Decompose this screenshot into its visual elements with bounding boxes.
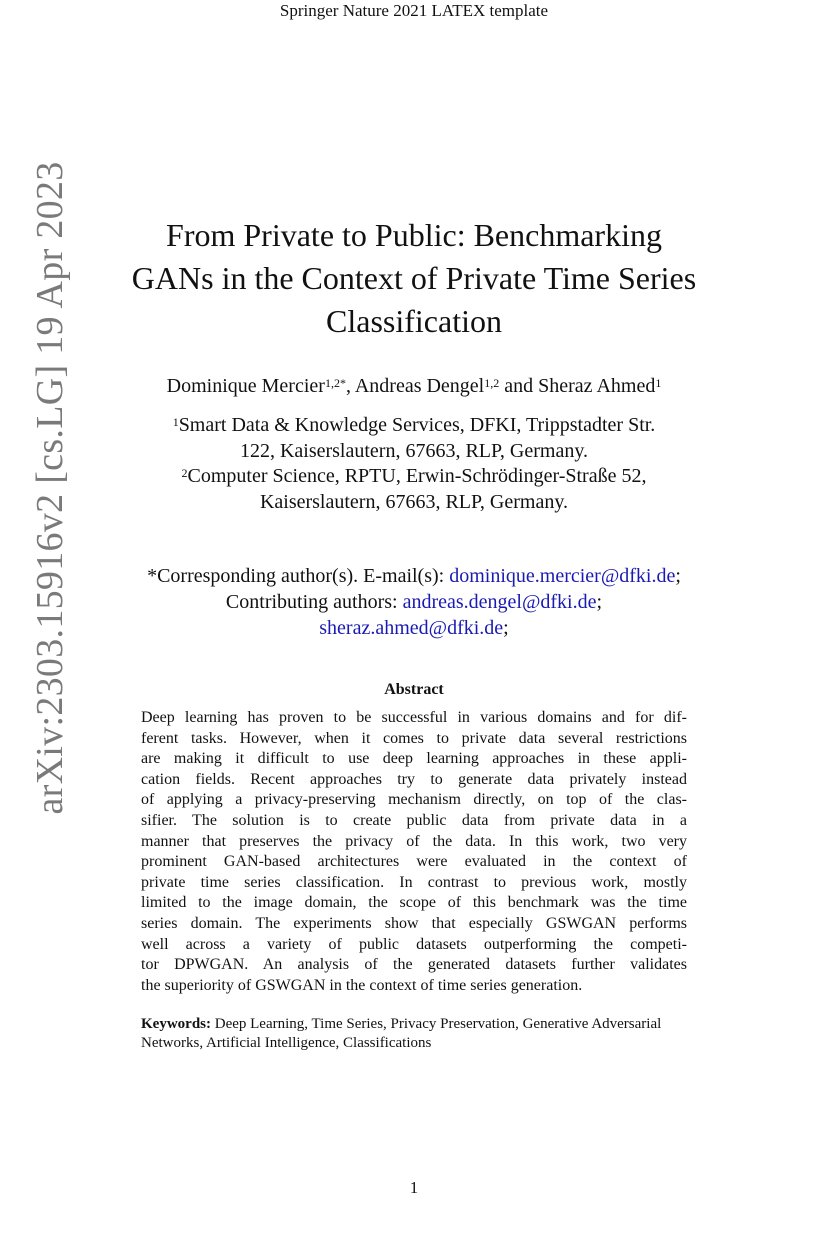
running-head: Springer Nature 2021 LATEX template — [279, 1, 549, 20]
corresponding-email-link[interactable]: dominique.mercier@dfki.de — [449, 565, 676, 587]
corresponding-author-line — [60, 563, 768, 589]
abstract-line: Deep learning has proven to be successful in various domains and for dif- — [141, 709, 687, 726]
abstract-line: limited to the image domain, the scope of this benchmark was the time — [141, 894, 687, 912]
abstract-line: sifier. The solution is to create public data from private data in a — [141, 811, 687, 829]
abstract-line: ferent tasks. However, when it comes to private data several restrictions — [141, 729, 687, 747]
corresponding-label: *Corresponding author(s). E-mail(s): — [147, 565, 450, 587]
contributing-label: Contributing authors: — [225, 591, 403, 613]
contributing-authors-line — [60, 615, 768, 641]
keywords-text: Deep Learning, Time Series, Privacy Preservation, Generative Adversarial Networks, Artificial Intelligence, Classifications — [141, 1016, 662, 1051]
affiliations — [80, 413, 748, 515]
paper-title — [100, 214, 728, 343]
keywords-label: Keywords: — [141, 1016, 211, 1032]
author-separator: and — [499, 375, 539, 397]
abstract-line: manner that preserves the privacy of the data. In this work, two very — [141, 832, 687, 850]
contact-block — [60, 563, 768, 641]
affiliation-line — [80, 413, 748, 439]
keywords — [141, 1015, 687, 1052]
abstract-line: well across a variety of public datasets outperforming the competi- — [141, 935, 687, 953]
arxiv-identifier-stamp: arXiv:2303.15916v2 [cs.LG] 19 Apr 2023 — [29, 161, 71, 815]
author-list — [60, 373, 768, 399]
abstract-line: prominent GAN-based architectures were evaluated in the context of — [141, 853, 687, 871]
abstract-line: tor DPWGAN. An analysis of the generated datasets further validates — [141, 956, 687, 974]
author-affiliation-marker: 1,2 — [484, 376, 500, 390]
author-name[interactable]: Dominique Mercier — [166, 375, 325, 397]
abstract-body — [141, 708, 687, 996]
title-line: Classification — [326, 303, 502, 339]
contributing-authors-line — [60, 589, 768, 615]
page-number: 1 — [409, 1178, 419, 1197]
separator: ; — [503, 617, 509, 639]
abstract-line: the superiority of GSWGAN in the context of time series generation. — [141, 976, 583, 994]
title-line: GANs in the Context of Private Time Series — [131, 260, 697, 296]
affiliation-marker: 2 — [181, 466, 188, 480]
author-name[interactable]: Sheraz Ahmed — [538, 375, 656, 397]
affiliation-text: Computer Science, RPTU, Erwin-Schrödinger-Straße 52, — [187, 465, 647, 487]
affiliation-marker: 1 — [172, 415, 179, 429]
affiliation-text: Smart Data & Knowledge Services, DFKI, Trippstadter Str. — [178, 414, 656, 436]
affiliation-line: Kaiserslautern, 67663, RLP, Germany. — [259, 490, 569, 513]
separator: ; — [596, 591, 603, 613]
abstract-line: cation fields. Recent approaches try to generate data privately instead — [141, 770, 687, 788]
abstract-line: of applying a privacy-preserving mechanism directly, on top of the clas- — [141, 791, 687, 809]
abstract-line: series domain. The experiments show that especially GSWGAN performs — [141, 914, 687, 932]
author-affiliation-marker: 1,2* — [324, 376, 346, 390]
author-separator: , — [345, 375, 355, 397]
abstract-heading: Abstract — [384, 681, 444, 698]
author-affiliation-marker: 1 — [655, 376, 662, 390]
abstract-line: private time series classification. In contrast to previous work, mostly — [141, 873, 687, 891]
separator: ; — [675, 565, 681, 587]
title-line: From Private to Public: Benchmarking — [166, 217, 662, 253]
affiliation-line: 122, Kaiserslautern, 67663, RLP, Germany. — [239, 439, 589, 462]
author-name[interactable]: Andreas Dengel — [354, 375, 485, 397]
contributing-email-link[interactable]: sheraz.ahmed@dfki.de — [319, 617, 504, 639]
abstract-line: are making it difficult to use deep learning approaches in these appli- — [141, 750, 687, 768]
contributing-email-link[interactable]: andreas.dengel@dfki.de — [402, 591, 597, 613]
affiliation-line — [80, 464, 748, 490]
